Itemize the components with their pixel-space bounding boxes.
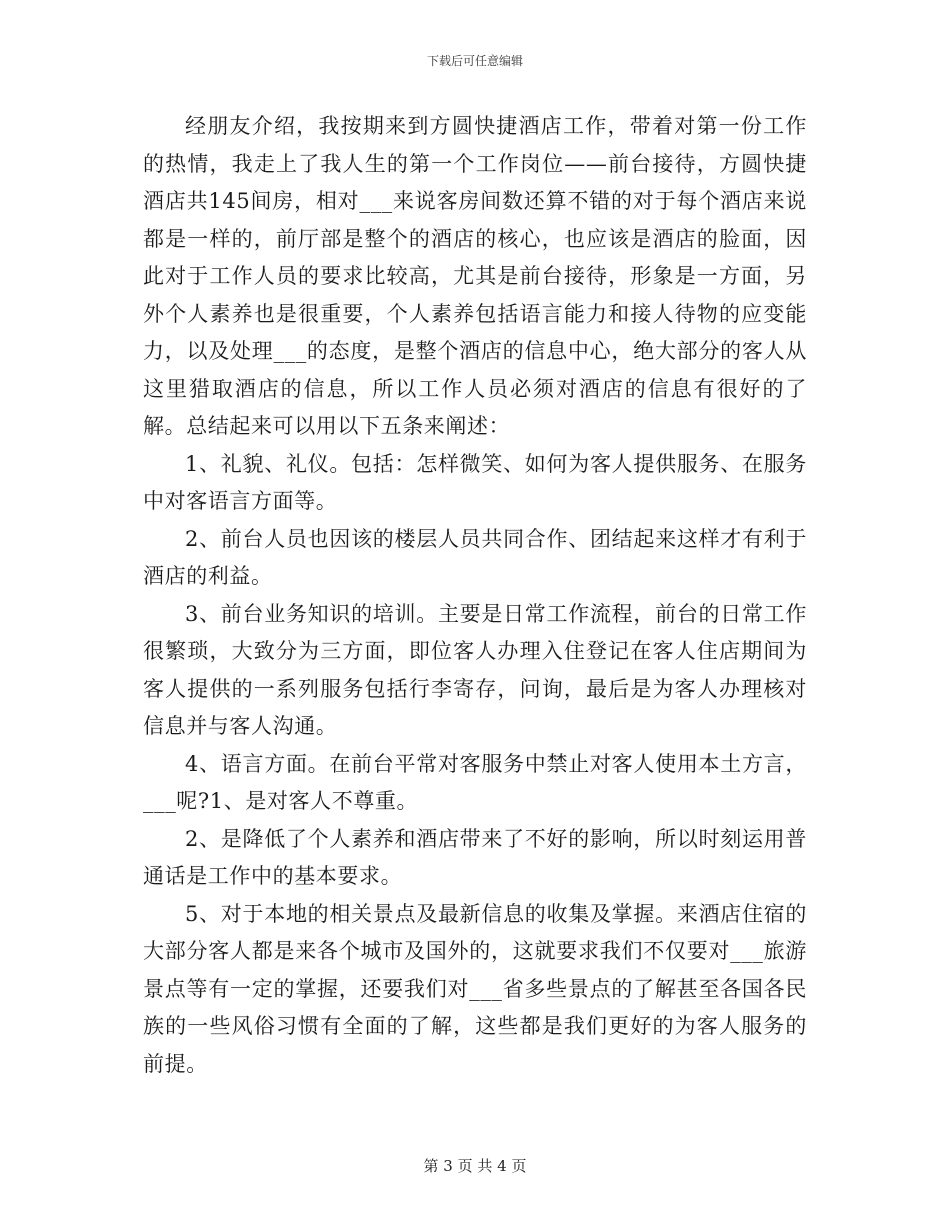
paragraph-intro: 经朋友介绍，我按期来到方圆快捷酒店工作，带着对第一份工作的热情，我走上了我人生的第一个工作岗位——前台接待，方圆快捷酒店共145间房，相对___来说客房间数还算不错的对于每个酒店来说都是一样的，前厅部是整个的酒店的核心，也应该是酒店的脸面，因此对于工作人员的要求比较高，尤其是前台接待，形象是一方面，另外个人素养也是很重要，个人素养包括语言能力和接人待物的应变能力，以及处理___的态度，是整个酒店的信息中心，绝大部分的客人从这里猎取酒店的信息，所以工作人员必须对酒店的信息有很好的了解。总结起来可以用以下五条来阐述： — [143, 114, 807, 438]
document-body — [143, 108, 807, 1083]
paragraph-item-3-training: 3、前台业务知识的培训。主要是日常工作流程，前台的日常工作很繁琐，大致分为三方面，即位客人办理入住登记在客人住店期间为客人提供的一系列服务包括行李寄存，问询，最后是为客人办理核对信息并与客人沟通。 — [143, 601, 807, 738]
page-number-footer: 第 3 页 共 4 页 — [423, 1157, 527, 1175]
page-header: 下载后可任意编辑 — [426, 54, 523, 68]
paragraph-item-2-cooperation: 2、前台人员也因该的楼层人员共同合作、团结起来这样才有利于酒店的利益。 — [143, 526, 807, 588]
paragraph-item-5-local-info: 5、对于本地的相关景点及最新信息的收集及掌握。来酒店住宿的大部分客人都是来各个城市及国外的，这就要求我们不仅要对___旅游景点等有一定的掌握，还要我们对___省多些景点的了解甚至各国各民族的一些风俗习惯有全面的了解，这些都是我们更好的为客人服务的前提。 — [143, 901, 807, 1076]
paragraph-item-4-sub-2: 2、是降低了个人素养和酒店带来了不好的影响，所以时刻运用普通话是工作中的基本要求。 — [143, 826, 807, 888]
paragraph-item-1-etiquette: 1、礼貌、礼仪。包括：怎样微笑、如何为客人提供服务、在服务中对客语言方面等。 — [143, 451, 807, 513]
paragraph-item-4-language: 4、语言方面。在前台平常对客服务中禁止对客人使用本土方言，___呢?1、是对客人不尊重。 — [143, 751, 807, 813]
